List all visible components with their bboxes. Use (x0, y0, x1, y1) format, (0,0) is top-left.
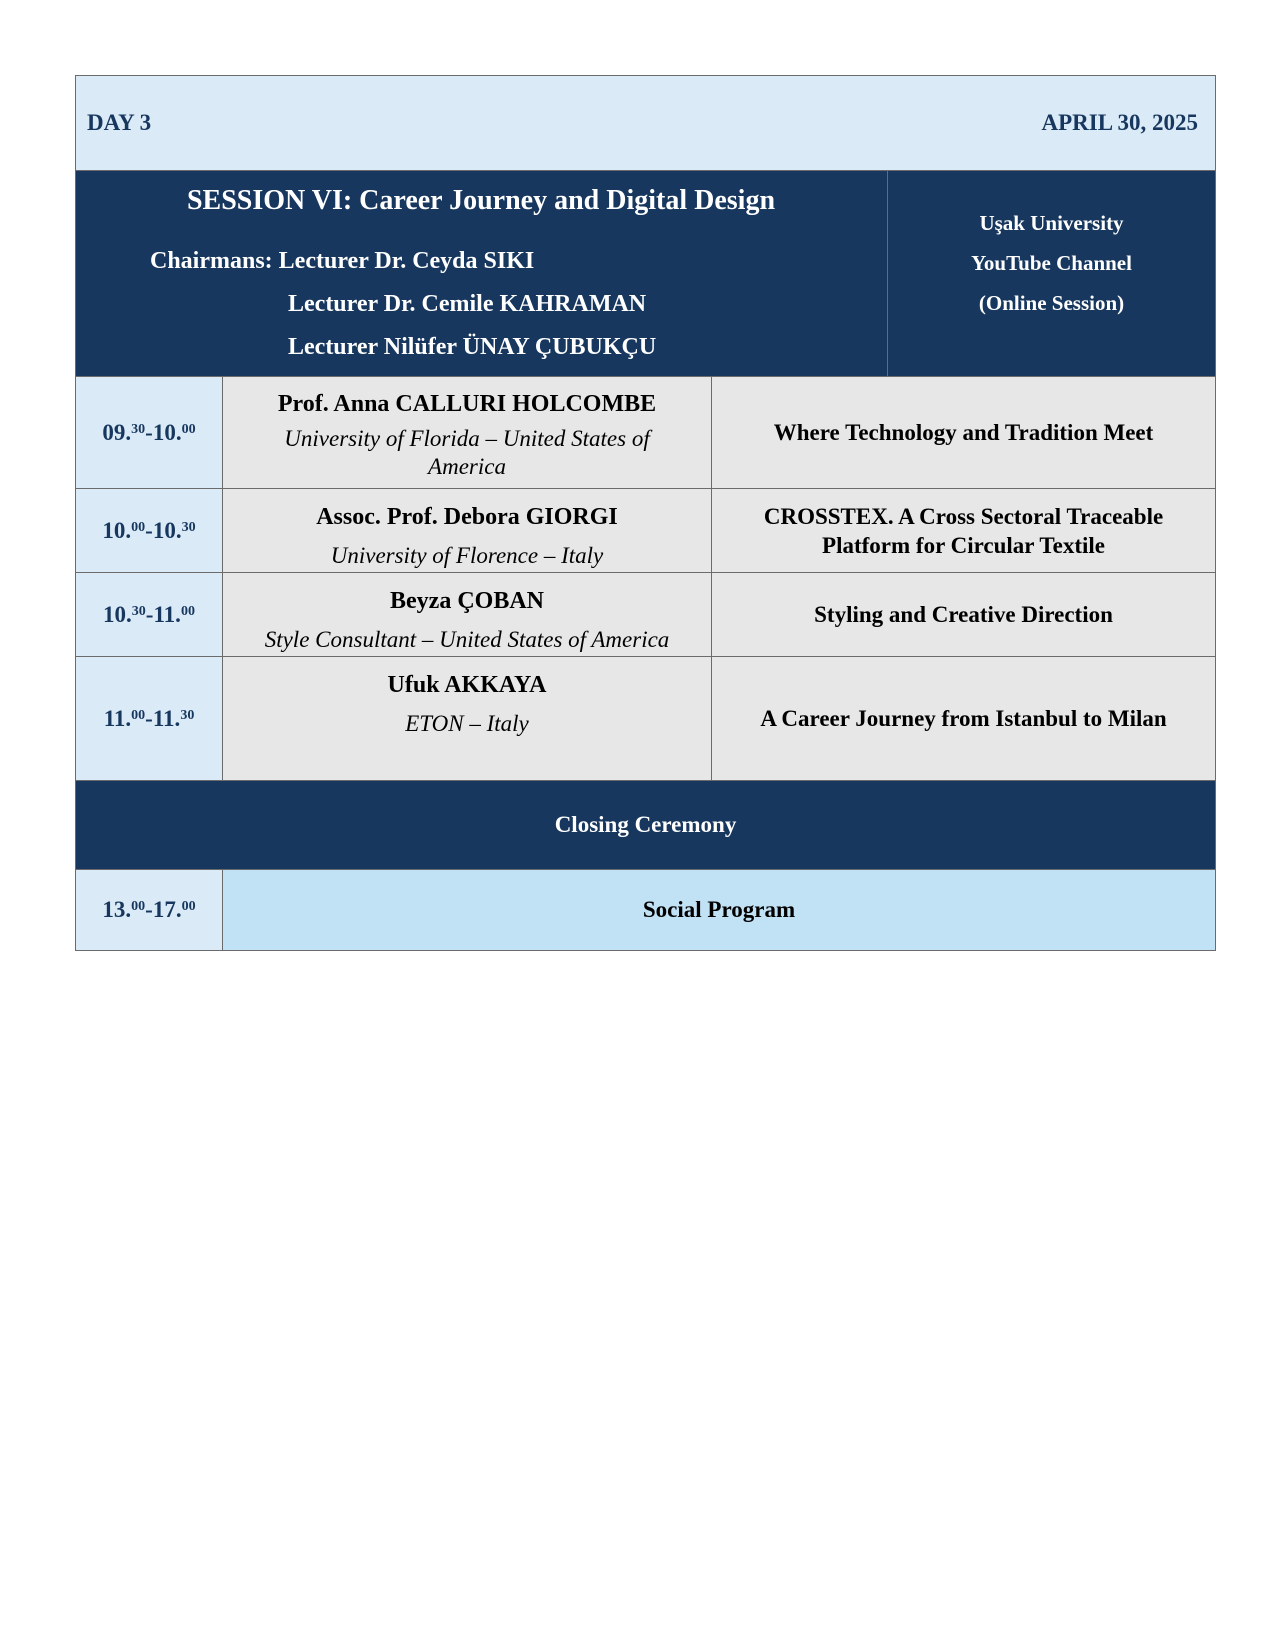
speaker-cell (223, 377, 712, 489)
date-label: APRIL 30, 2025 (1041, 110, 1199, 135)
speaker-name: Prof. Anna CALLURI HOLCOMBE (277, 391, 657, 417)
day-label: DAY 3 (87, 110, 152, 135)
talk-row (76, 489, 1216, 573)
speaker-affiliation: University of Florida – United States of America (284, 426, 650, 479)
chair-line: Chairmans: Lecturer Dr. Ceyda SIKI (150, 248, 535, 274)
venue-info (888, 171, 1216, 377)
venue-line: YouTube Channel (971, 251, 1132, 275)
talk-time: 10.30-11.00 (76, 573, 223, 657)
talk-row (76, 657, 1216, 781)
speaker-name: Ufuk AKKAYA (387, 672, 547, 698)
program-table (75, 75, 1216, 951)
social-time: 13.00-17.00 (76, 870, 223, 951)
talk-time: 10.00-10.30 (76, 489, 223, 573)
closing-ceremony-row (76, 781, 1216, 870)
venue-line: (Online Session) (978, 291, 1125, 315)
closing-ceremony: Closing Ceremony (76, 781, 1216, 870)
session-info (76, 171, 888, 377)
chair-line: Lecturer Nilüfer ÜNAY ÇUBUKÇU (288, 334, 657, 360)
talk-time: 09.30-10.00 (76, 377, 223, 489)
session-header-row (76, 171, 1216, 377)
speaker-affiliation: University of Florence – Italy (330, 543, 604, 568)
speaker-cell (223, 489, 712, 573)
speaker-affiliation: Style Consultant – United States of America (264, 627, 670, 652)
speaker-cell (223, 657, 712, 781)
talk-topic: Where Technology and Tradition Meet (712, 377, 1216, 489)
speaker-affiliation: ETON – Italy (405, 711, 529, 736)
talk-topic: Styling and Creative Direction (712, 573, 1216, 657)
talk-topic: CROSSTEX. A Cross Sectoral Traceable Platform for Circular Textile (712, 489, 1216, 573)
chair-line: Lecturer Dr. Cemile KAHRAMAN (288, 291, 647, 317)
chairmans-block (76, 240, 887, 369)
speaker-cell (223, 573, 712, 657)
social-program-label: Social Program (223, 870, 1216, 951)
venue-line: Uşak University (979, 211, 1124, 235)
session-title: SESSION VI: Career Journey and Digital Design (186, 185, 776, 216)
social-program-row (76, 870, 1216, 951)
speaker-name: Assoc. Prof. Debora GIORGI (316, 504, 618, 530)
talk-row (76, 573, 1216, 657)
day-header-row (76, 76, 1216, 171)
talk-time: 11.00-11.30 (76, 657, 223, 781)
talk-topic: A Career Journey from Istanbul to Milan (712, 657, 1216, 781)
talk-row (76, 377, 1216, 489)
speaker-name: Beyza ÇOBAN (390, 588, 544, 614)
